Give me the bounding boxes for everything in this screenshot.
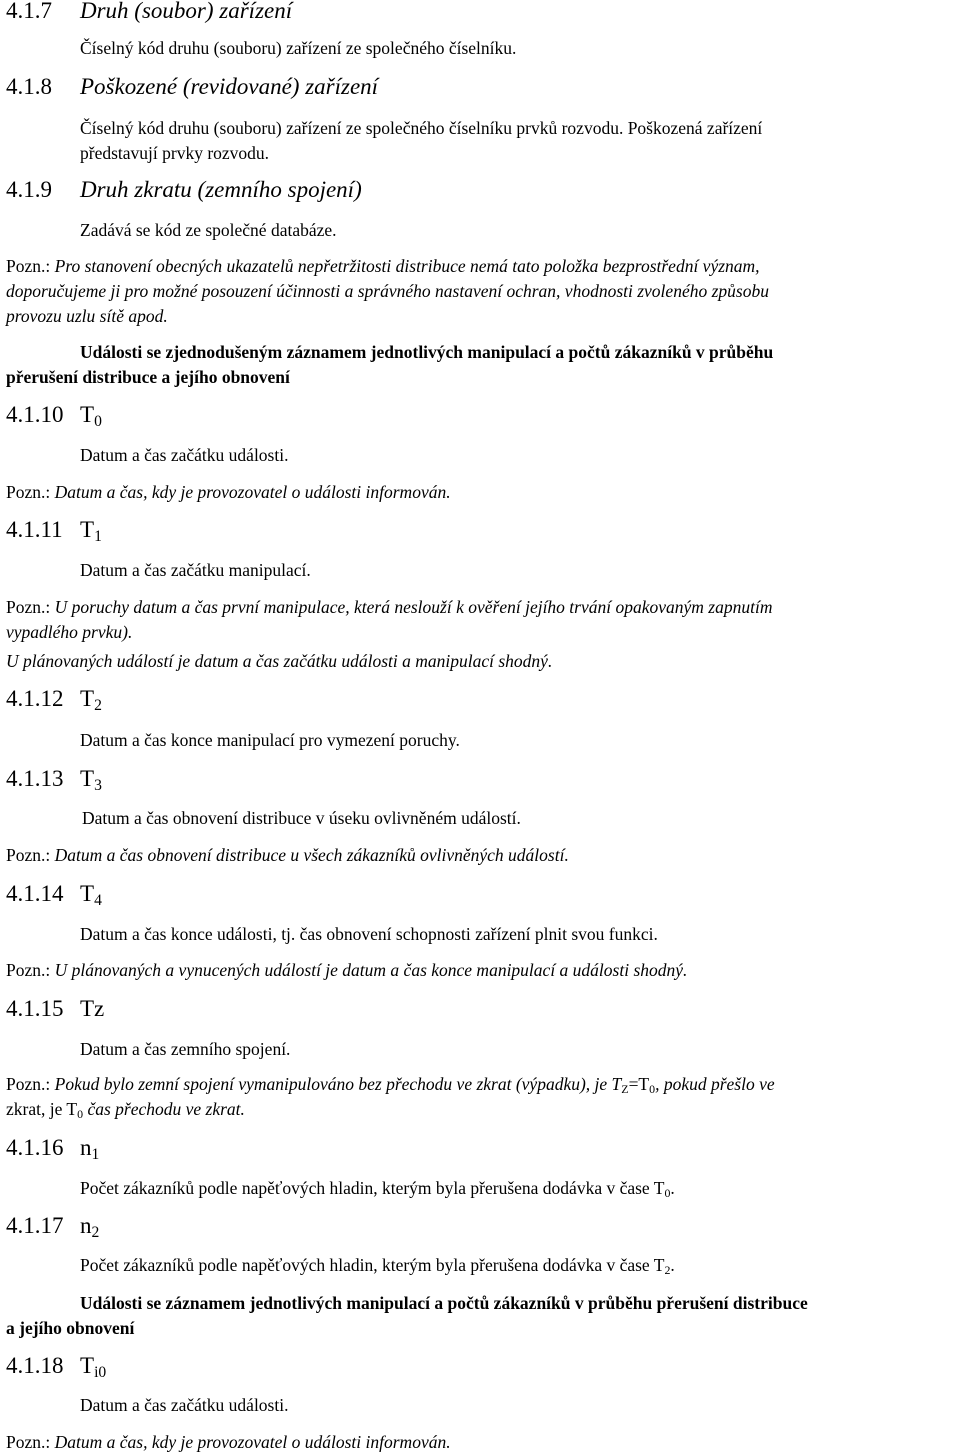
heading-number: 4.1.17	[6, 1213, 64, 1238]
heading-4-1-8	[0, 74, 960, 104]
heading-number: 4.1.7	[6, 0, 52, 23]
heading-4-1-13	[0, 766, 960, 796]
heading-number: 4.1.18	[6, 1353, 64, 1378]
paragraph: Zadává se kód ze společné databáze.	[80, 220, 337, 240]
note-line: Pozn.: Datum a čas, kdy je provozovatel o události informován.	[6, 1432, 451, 1452]
paragraph: Datum a čas začátku události.	[80, 445, 289, 465]
heading-4-1-7	[0, 0, 960, 28]
note-line: vypadlého prvku).	[6, 622, 133, 642]
paragraph-line: představují prvky rozvodu.	[80, 143, 270, 163]
heading-number: 4.1.14	[6, 881, 64, 906]
heading-4-1-11	[0, 517, 960, 547]
heading-number: 4.1.9	[6, 177, 52, 202]
paragraph: Datum a čas začátku události.	[80, 1395, 289, 1415]
heading-4-1-10	[0, 402, 960, 432]
group-heading-line: Události se záznamem jednotlivých manipulací a počtů zákazníků v průběhu přerušení distribuce	[80, 1293, 808, 1313]
heading-4-1-16	[0, 1135, 960, 1165]
heading-symbol: $T_1$	[80, 517, 102, 545]
heading-number: 4.1.8	[6, 74, 52, 99]
heading-number: 4.1.10	[6, 402, 64, 427]
note-line	[6, 256, 760, 277]
note-line: U plánovaných událostí je datum a čas začátku události a manipulací shodný.	[6, 651, 553, 671]
heading-4-1-14	[0, 881, 960, 911]
paragraph: Číselný kód druhu (souboru) zařízení ze společného číselníku.	[80, 38, 517, 58]
note-line: provozu uzlu sítě apod.	[6, 306, 168, 326]
note-line: doporučujeme ji pro možné posouzení účinnosti a správného nastavení ochran, vhodnosti zvoleného způsobu	[6, 281, 769, 301]
heading-symbol: $T_{i0}$	[80, 1353, 107, 1381]
heading-4-1-17	[0, 1213, 960, 1243]
paragraph: Datum a čas začátku manipulací.	[80, 560, 311, 580]
heading-symbol: $n_2$	[80, 1213, 100, 1241]
heading-number: 4.1.11	[6, 517, 63, 542]
heading-4-1-18	[0, 1353, 960, 1383]
heading-symbol: $T_3$	[80, 766, 102, 794]
note-line: Pozn.: Datum a čas, kdy je provozovatel o události informován.	[6, 482, 451, 502]
note-line: zkrat, je $T_0$ čas přechodu ve zkrat.	[6, 1099, 245, 1121]
paragraph: Počet zákazníků podle napěťových hladin, kterým byla přerušena dodávka v čase $T_0$.	[80, 1178, 675, 1200]
heading-4-1-12	[0, 686, 960, 716]
note-label: Pozn.:	[6, 256, 51, 276]
heading-symbol: $n_1$	[80, 1135, 100, 1163]
note-line: Pozn.: U plánovaných a vynucených událostí je datum a čas konce manipulací a události shodný.	[6, 960, 688, 980]
note-line: Pozn.: Datum a čas obnovení distribuce u všech zákazníků ovlivněných událostí.	[6, 845, 569, 865]
group-heading-line: Události se zjednodušeným záznamem jednotlivých manipulací a počtů zákazníků v průběhu	[80, 342, 774, 362]
heading-number: 4.1.13	[6, 766, 64, 791]
group-heading-line: a jejího obnovení	[6, 1318, 135, 1338]
heading-symbol: $T_0$	[80, 402, 102, 430]
heading-4-1-15	[0, 996, 960, 1026]
heading-number: 4.1.16	[6, 1135, 64, 1160]
heading-title: Druh (soubor) zařízení	[80, 0, 293, 23]
paragraph: Datum a čas konce manipulací pro vymezení poruchy.	[80, 730, 460, 750]
note-text: Pro stanovení obecných ukazatelů nepřetržitosti distribuce nemá tato položka bezprostřední význam,	[54, 256, 760, 276]
paragraph: Datum a čas obnovení distribuce v úseku ovlivněném událostí.	[82, 808, 521, 828]
paragraph-line: Číselný kód druhu (souboru) zařízení ze společného číselníku prvků rozvodu. Poškozená zařízení	[80, 118, 763, 138]
heading-title: Poškozené (revidované) zařízení	[80, 74, 379, 99]
heading-4-1-9	[0, 177, 960, 207]
heading-symbol: $T_4$	[80, 881, 102, 909]
paragraph: Datum a čas konce události, tj. čas obnovení schopnosti zařízení plnit svou funkci.	[80, 924, 658, 944]
heading-symbol: Tz	[80, 996, 105, 1021]
note-line: Pozn.: Pokud bylo zemní spojení vymanipulováno bez přechodu ve zkrat (výpadku), je $T_Z=T_0$, pokud přešlo ve	[6, 1074, 775, 1096]
heading-number: 4.1.12	[6, 686, 64, 711]
heading-symbol: $T_2$	[80, 686, 102, 714]
heading-title: Druh zkratu (zemního spojení)	[80, 177, 362, 202]
note-line: Pozn.: U poruchy datum a čas první manipulace, která neslouží k ověření jejího trvání opakovaným zapnutím	[6, 597, 773, 617]
group-heading-line: přerušení distribuce a jejího obnovení	[6, 367, 290, 387]
heading-number: 4.1.15	[6, 996, 64, 1021]
paragraph: Počet zákazníků podle napěťových hladin, kterým byla přerušena dodávka v čase $T_2$.	[80, 1255, 675, 1277]
paragraph: Datum a čas zemního spojení.	[80, 1039, 291, 1059]
